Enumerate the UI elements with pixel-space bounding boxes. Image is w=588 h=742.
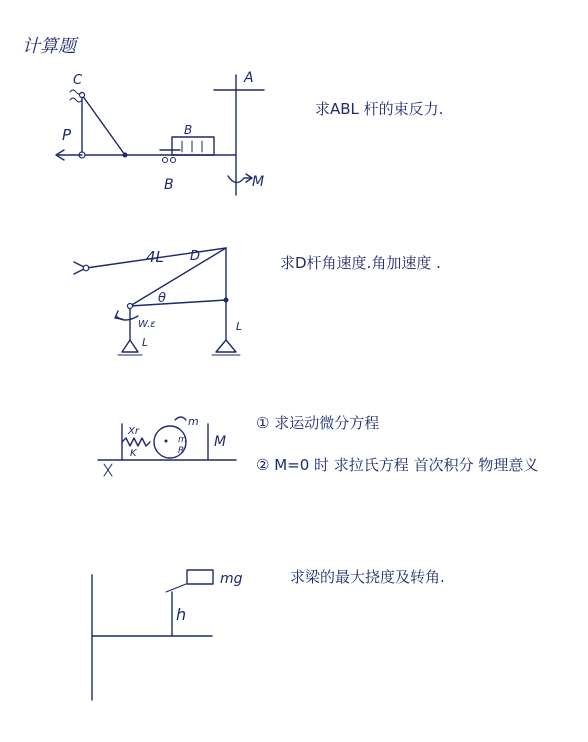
moment-arrow: [228, 176, 252, 183]
rod-horizontal: [130, 300, 226, 306]
diagonal-rod: [82, 95, 125, 155]
problem-1-task: 求ABL 杆的束反力.: [315, 100, 444, 118]
pin-joint: [123, 153, 128, 158]
label-4l: 4L: [146, 248, 164, 266]
problem-4-figure: [92, 570, 243, 700]
label-p: P: [62, 126, 72, 144]
label-h: h: [176, 605, 187, 624]
problem-2-task: 求D杆角速度.角加速度 .: [280, 254, 441, 272]
problem-2-figure: [74, 248, 242, 355]
page-heading: 计算题: [22, 36, 76, 57]
falling-mass-box: [187, 570, 213, 584]
arrow-head: [115, 311, 122, 319]
problem-4-task: 求梁的最大挠度及转角.: [290, 568, 445, 586]
label-d: D: [190, 249, 201, 264]
problem-1-figure: [56, 70, 264, 195]
label-l-left: L: [142, 336, 149, 349]
label-k: K: [130, 448, 137, 459]
label-r: R: [178, 446, 185, 456]
label-c: C: [73, 73, 83, 88]
problem-3-task-1: ① 求运动微分方程: [256, 414, 380, 432]
problem-3-figure: [98, 415, 236, 476]
label-xr: Xr: [128, 426, 139, 437]
ground-support: [122, 340, 138, 352]
label-a: A: [244, 70, 254, 86]
ground-support: [216, 340, 236, 352]
label-m: M: [252, 174, 265, 190]
rod-d-diagonal: [130, 248, 226, 306]
label-theta: θ: [158, 291, 166, 306]
label-b: B: [164, 177, 174, 193]
label-l-right: L: [236, 320, 243, 333]
label-m-top: m: [188, 415, 199, 428]
roller: [163, 158, 168, 163]
load-box: [172, 137, 214, 155]
moment-arrow: [175, 417, 186, 420]
label-mg: mg: [220, 571, 243, 587]
pin-joint: [83, 265, 89, 271]
problem-3-task-2: ② M=0 时 求拉氏方程 首次积分 物理意义: [256, 456, 539, 474]
pin-joint: [128, 304, 133, 309]
spring: [122, 438, 150, 446]
label-m-wall: M: [214, 434, 227, 450]
pin-joint: [224, 298, 229, 303]
label-b-top: B: [184, 123, 193, 137]
label-omega-epsilon: W.ε: [138, 319, 156, 330]
roller: [171, 158, 176, 163]
label-m-disk: m: [178, 435, 187, 445]
